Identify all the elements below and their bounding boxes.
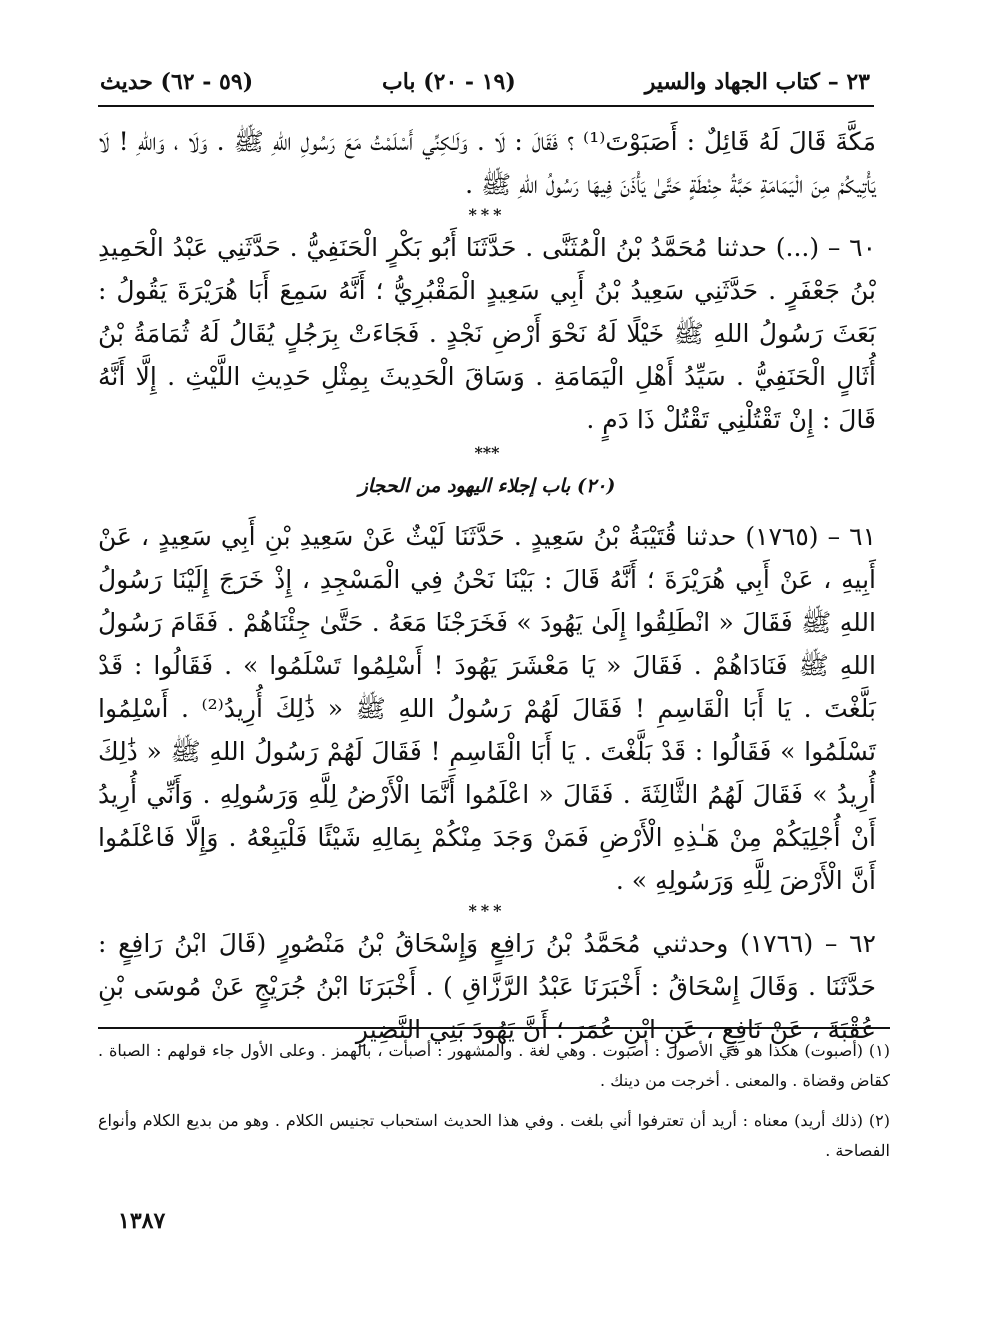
hadith-62-paragraph: ٦٢ – (١٧٦٦) وحدثني مُحَمَّدُ بْنُ رَافِعٍ وَإِسْحَاقُ بْنُ مَنْصُورٍ (قَالَ ابْنُ رَافِعٍ : حَدَّثَنَا . وَقَالَ إِسْحَاقُ : أَخْبَرَنَا عَبْدُ الرَّزَّاقِ ) . أَخْبَرَنَا ابْنُ جُرَيْجٍ عَنْ مُوسَى بْنِ عُقْبَةَ ، عَنْ نَافِعٍ ، عَنِ ابْنِ عُمَرَ ؛ أَنَّ يَهُودَ بَنِي النَّضِيرِ xyxy=(98,929,876,1044)
header-divider xyxy=(98,105,874,107)
hadith-60-paragraph: ٦٠ – (...) حدثنا مُحَمَّدُ بْنُ الْمُثَنَّى . حَدَّثَنَا أَبُو بَكْرٍ الْحَنَفِيُّ . حَدَّثَنِي عَبْدُ الْحَمِيدِ بْنُ جَعْفَرٍ . حَدَّثَنِي سَعِيدُ بْنُ أَبِي سَعِيدٍ الْمَقْبُرِيُّ ؛ أَنَّهُ سَمِعَ أَبَا هُرَيْرَةَ يَقُولُ : بَعَثَ رَسُولُ اللهِ ﷺ خَيْلًا لَهُ نَحْوَ أَرْضِ نَجْدٍ . فَجَاءَتْ بِرَجُلٍ يُقَالُ لَهُ ثُمَامَةُ بْنُ أُثَالٍ الْحَنَفِيُّ . سَيِّدُ أَهْلِ الْيَمَامَةِ . وَسَاقَ الْحَدِيثَ بِمِثْلِ حَدِيثِ اللَّيْثِ . إِلَّا أَنَّهُ قَالَ : إِنْ تَقْتُلْنِي تَقْتُلْ ذَا دَمٍ . xyxy=(98,233,876,434)
footnotes xyxy=(98,1036,890,1176)
section-separator-stars: *** xyxy=(474,443,500,462)
footnote-divider xyxy=(98,1027,890,1029)
footnote-1: (١) (أصبوت) هكذا هو في الأصول : أصبوت . وهي لغة . والمشهور : أصبأت ، بالهمز . وعلى الأول جاء قولهم : الصباة . كقاض وقضاة . والمعنى . أخرجت من دينك . xyxy=(98,1041,890,1090)
section-separator-stars: *** xyxy=(468,901,506,920)
hadith-61-paragraph: ٦١ – (١٧٦٥) حدثنا قُتَيْبَةُ بْنُ سَعِيدٍ . حَدَّثَنَا لَيْثٌ عَنْ سَعِيدِ بْنِ أَبِي سَعِيدٍ ، عَنْ أَبِيهِ ، عَنْ أَبِي هُرَيْرَةَ ؛ أَنَّهُ قَالَ : بَيْنَا نَحْنُ فِي الْمَسْجِدِ ، إِذْ خَرَجَ إِلَيْنَا رَسُولُ اللهِ ﷺ فَقَالَ « انْطَلِقُوا إِلَىٰ يَهُودَ » فَخَرَجْنَا مَعَهُ . حَتَّىٰ جِئْنَاهُمْ . فَقَامَ رَسُولُ اللهِ ﷺ فَنَادَاهُمْ . فَقَالَ « يَا مَعْشَرَ يَهُودَ ! أَسْلِمُوا تَسْلَمُوا » . فَقَالُوا : قَدْ بَلَّغْتَ . يَا أَبَا الْقَاسِمِ ! فَقَالَ لَهُمْ رَسُولُ اللهِ ﷺ « ذَٰلِكَ أُرِيدُ⁽²⁾ . أَسْلِمُوا تَسْلَمُوا » فَقَالُوا : قَدْ بَلَّغْتَ . يَا أَبَا الْقَاسِمِ ! فَقَالَ لَهُمْ رَسُولُ اللهِ ﷺ « ذَٰلِكَ أُرِيدُ » فَقَالَ لَهُمُ الثَّالِثَةَ . فَقَالَ « اعْلَمُوا أَنَّمَا الْأَرْضُ لِلَّهِ وَرَسُولِهِ . وَأَنِّي أُرِيدُ أَنْ أُجْلِيَكُمْ مِنْ هَـٰذِهِ الْأَرْضِ فَمَنْ وَجَدَ مِنْكُمْ بِمَالِهِ شَيْئًا فَلْيَبِعْهُ . وَإِلَّا فَاعْلَمُوا أَنَّ الْأَرْضَ لِلَّهِ وَرَسُولِهِ » . xyxy=(98,522,876,895)
section-separator-stars: *** xyxy=(468,205,506,224)
chapter-heading: (٢٠) باب إجلاء اليهود من الحجاز xyxy=(358,475,616,497)
page-number: ١٣٨٧ xyxy=(118,1208,166,1234)
hadith-continuation-paragraph: مَكَّةَ قَالَ لَهُ قَائِلٌ : أَصَبَوْتَ⁽¹⁾ ؟ فَقَالَ : لَا . وَلَـٰكِنِّي أَسْلَمْتُ مَعَ رَسُولِ اللهِ ﷺ . وَلَا ، وَاللهِ ! لَا يَأْتِيكُمْ مِنَ الْيَمَامَةِ حَبَّةُ حِنْطَةٍ حَتَّىٰ يَأْذَنَ فِيهَا رَسُولُ اللهِ ﷺ . xyxy=(98,127,877,199)
header-bab-range: (١٩ - ٢٠) باب xyxy=(382,69,516,95)
main-text xyxy=(98,120,876,1051)
header-book-title: ٢٣ – كتاب الجهاد والسير xyxy=(644,69,870,95)
header-hadith-range: (٥٩ - ٦٢) حديث xyxy=(100,69,254,95)
footnote-2: (٢) (ذلك أريد) معناه : أريد أن تعترفوا أني بلغت . وفي هذا الحديث استحباب تجنيس الكلام . وهو من بديع الكلام وأنواع الفصاحة . xyxy=(98,1111,890,1160)
running-header xyxy=(100,60,870,104)
